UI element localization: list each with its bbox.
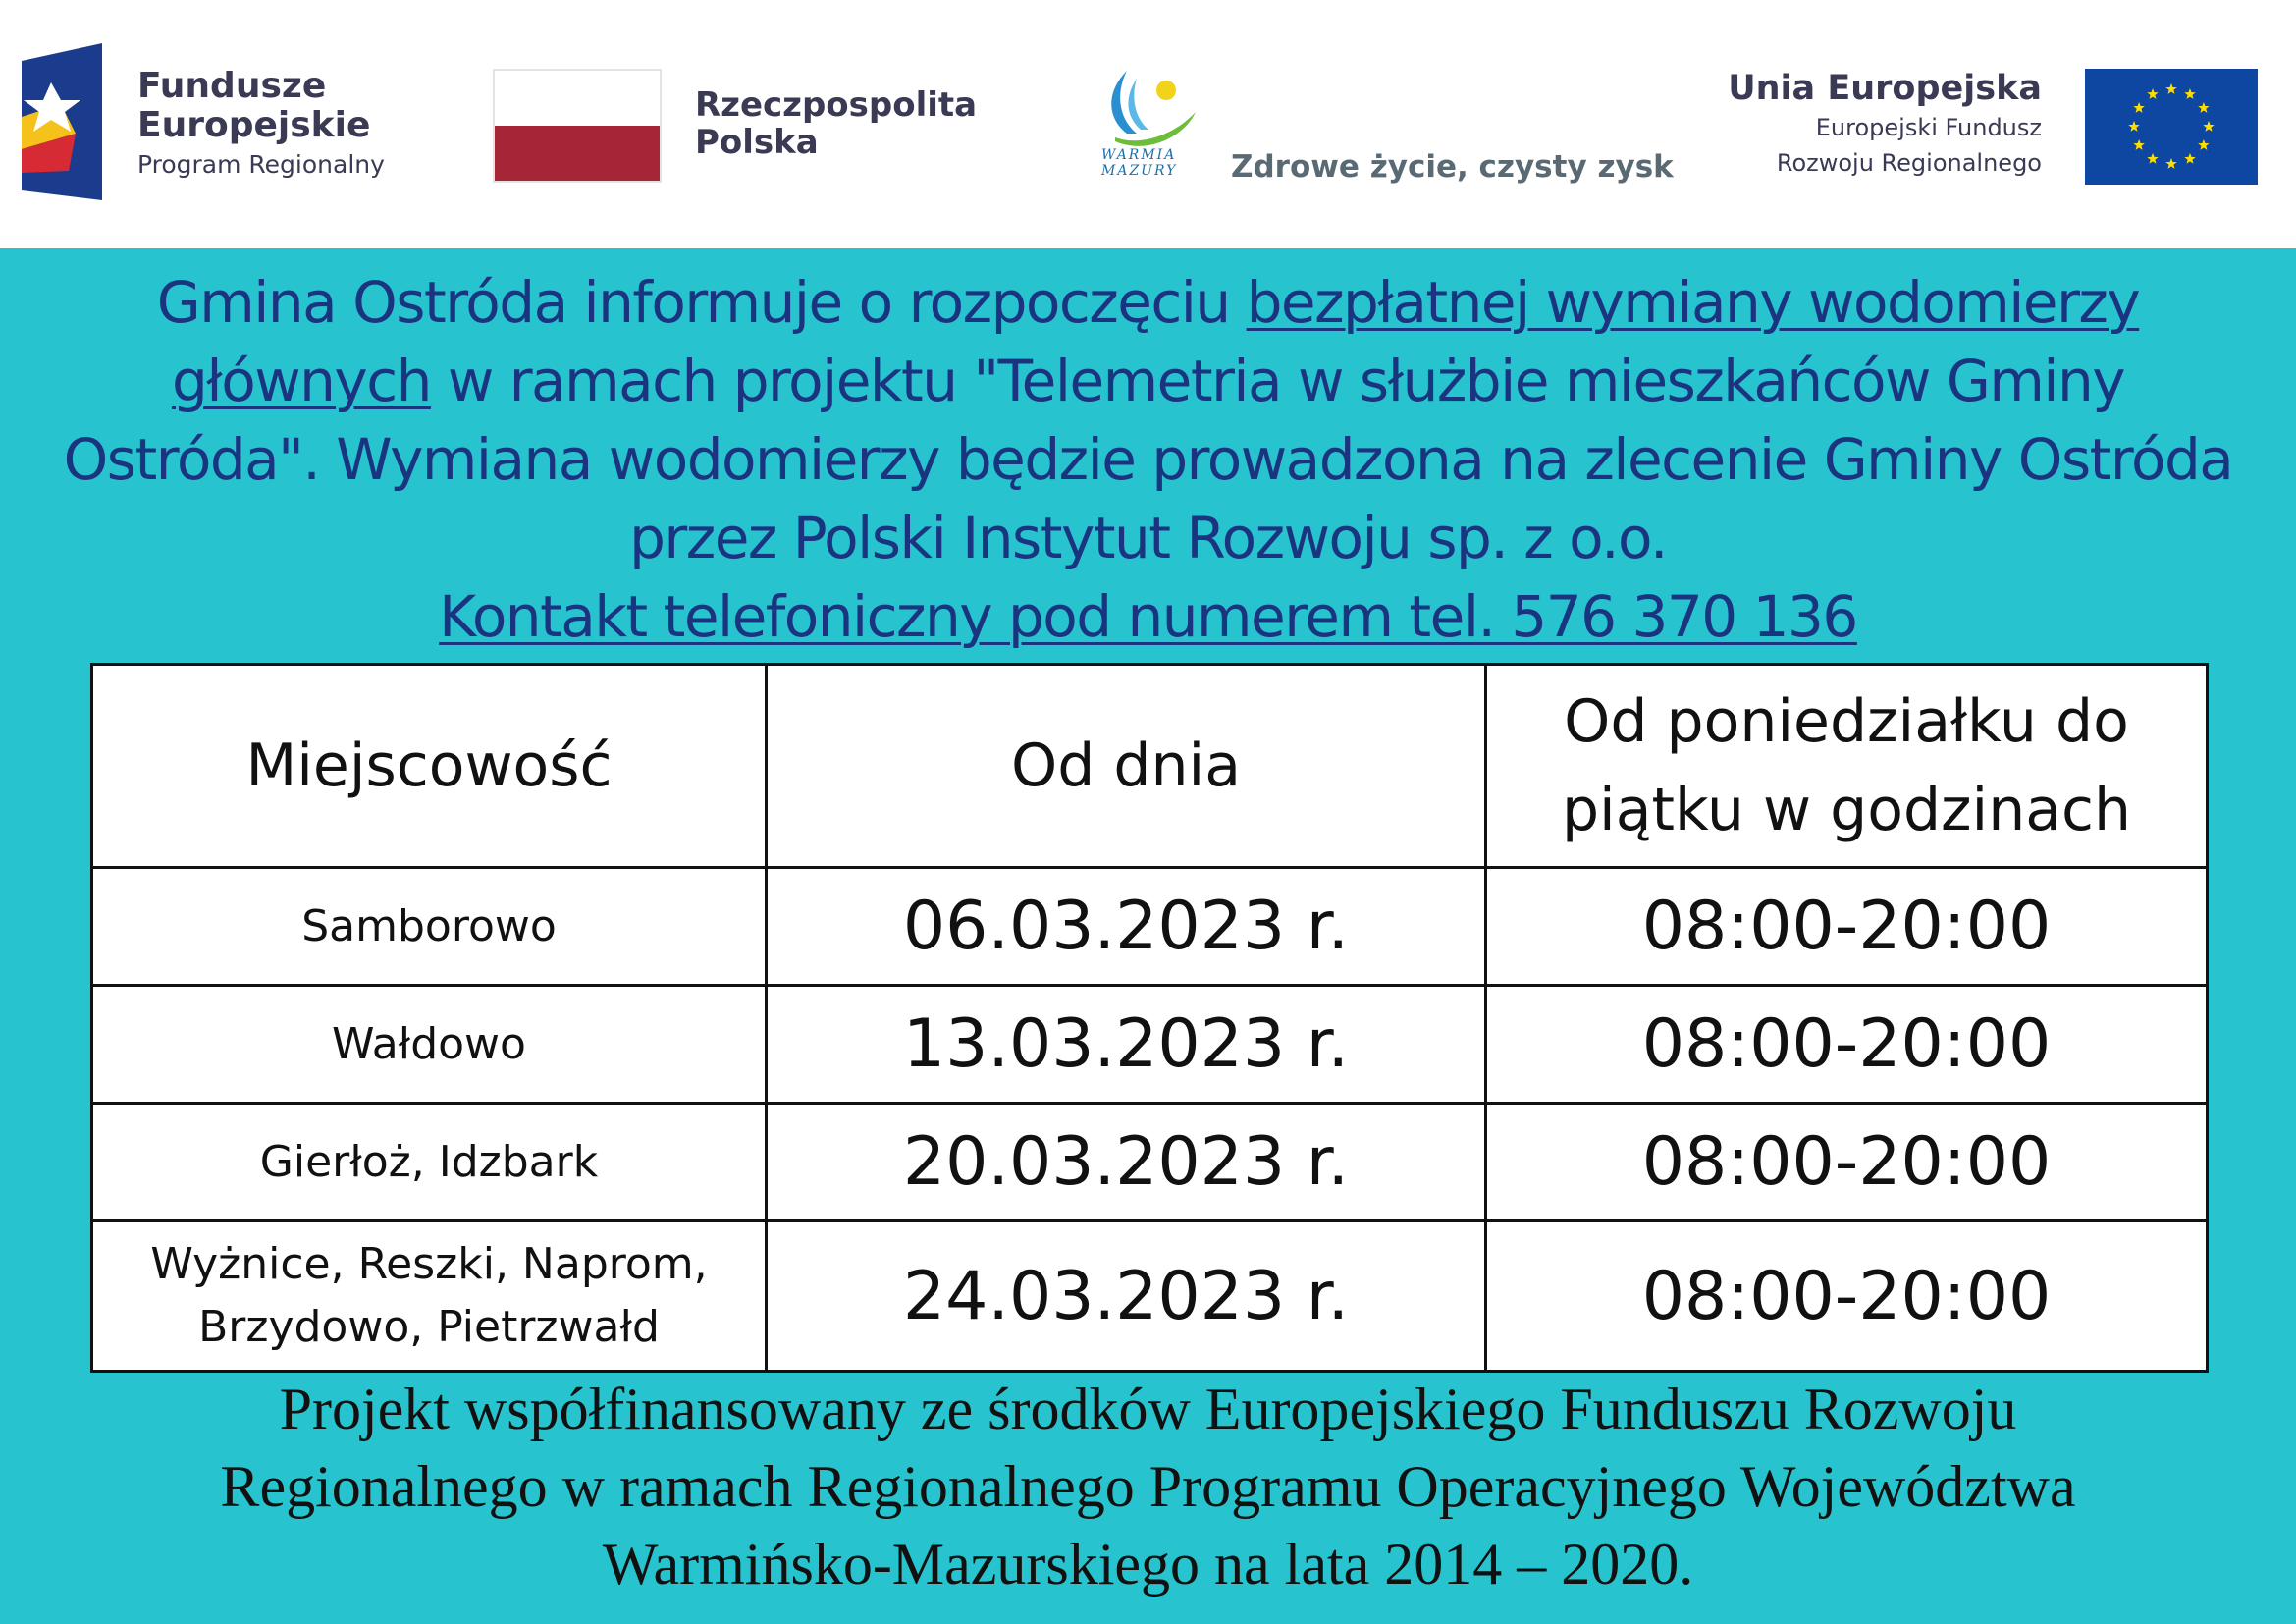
headline [39, 263, 2257, 656]
cell-from-date: 06.03.2023 r. [767, 868, 1486, 986]
cell-from-date: 20.03.2023 r. [767, 1104, 1486, 1221]
funding-footer [39, 1371, 2257, 1603]
fundusze-europejskie-logo [22, 43, 395, 200]
warmia-mazury-mark-text [1101, 147, 1177, 179]
eu-star-icon [2147, 153, 2158, 164]
unia-europejska-text [1728, 67, 2042, 181]
cell-hours: 08:00-20:00 [1486, 986, 2208, 1104]
cell-place [92, 1221, 767, 1372]
fe-line-3: Program Regionalny [137, 150, 385, 179]
rzeczpospolita-polska-logo [493, 69, 1003, 187]
rp-line-2: Polska [695, 123, 819, 162]
rp-line-1: Rzeczpospolita [695, 85, 978, 125]
cell-place: Samborowo [92, 868, 767, 986]
headline-part-3: w ramach projektu "Telemetria w służbie mieszkańców Gminy Ostróda". Wymiana wodomierzy będzie prowadzona na zlecenie Gminy Ostróda przez Polski Instytut Rozwoju sp. z o.o. [63, 348, 2233, 571]
footer-line-2: Regionalnego w ramach Regionalnego Programu Operacyjnego Województwa [220, 1454, 2076, 1519]
header-hours-line-1: Od poniedziałku do [1564, 687, 2129, 756]
cell-place-line-1: Wyżnice, Reszki, Naprom, [150, 1239, 708, 1289]
header-from-date: Od dnia [767, 665, 1486, 868]
headline-part-1: Gmina Ostróda informuje o rozpoczęciu [156, 269, 1247, 336]
eu-star-icon [2165, 83, 2176, 94]
table-row [92, 1104, 2208, 1221]
ue-title: Unia Europejska [1728, 69, 2042, 108]
unia-europejska-logo [1728, 67, 2258, 189]
header-hours-line-2: piątku w godzinach [1561, 776, 2132, 844]
eu-star-icon [2203, 121, 2214, 132]
cell-hours: 08:00-20:00 [1486, 1221, 2208, 1372]
cell-place-line-2: Brzydowo, Pietrzwałd [198, 1302, 660, 1352]
table-row [92, 986, 2208, 1104]
footer-line-1: Projekt współfinansowany ze środków Europejskiego Funduszu Rozwoju [279, 1377, 2017, 1441]
cell-hours: 08:00-20:00 [1486, 868, 2208, 986]
eu-star-icon [2147, 88, 2158, 99]
cell-place: Wałdowo [92, 986, 767, 1104]
cell-place: Gierłoż, Idzbark [92, 1104, 767, 1221]
eu-star-icon [2184, 88, 2195, 99]
table-row [92, 868, 2208, 986]
fe-line-2: Europejskie [137, 105, 371, 145]
cell-from-date: 13.03.2023 r. [767, 986, 1486, 1104]
rzeczpospolita-polska-text [695, 86, 977, 161]
warmia-mazury-slogan: Zdrowe życie, czysty zysk [1231, 149, 1674, 185]
schedule-table [90, 663, 2209, 1373]
wm-mark-line-2: MAZURY [1101, 163, 1178, 179]
eu-star-icon [2165, 158, 2176, 169]
eu-stars-icon [2085, 69, 2258, 185]
ue-line-3: Rozwoju Regionalnego [1776, 149, 2042, 177]
fundusze-europejskie-text [137, 67, 385, 185]
warmia-mazury-sail-icon [1097, 65, 1205, 153]
fe-line-1: Fundusze [137, 66, 327, 106]
header-hours [1486, 665, 2208, 868]
footer-line-3: Warmińsko-Mazurskiego na lata 2014 – 2020. [602, 1532, 1694, 1597]
cell-hours: 08:00-20:00 [1486, 1104, 2208, 1221]
eu-star-icon [2133, 139, 2144, 150]
cell-from-date: 24.03.2023 r. [767, 1221, 1486, 1372]
eu-star-icon [2184, 153, 2195, 164]
warmia-mazury-logo [1092, 65, 1674, 192]
fundusze-europejskie-emblem-icon [22, 43, 110, 200]
table-header-row [92, 665, 2208, 868]
eu-star-icon [2128, 121, 2139, 132]
ue-line-2: Europejski Fundusz [1815, 114, 2042, 141]
header-place: Miejscowość [92, 665, 767, 868]
wm-mark-line-1: WARMIA [1101, 147, 1177, 163]
eu-star-icon [2133, 102, 2144, 113]
headline-contact: Kontakt telefoniczny pod numerem tel. 576 370 136 [439, 583, 1857, 650]
logo-bar [0, 0, 2296, 248]
headline-underlined-offer: bezpłatnej wymiany wodomierzy głównych [171, 269, 2140, 414]
eu-star-icon [2198, 139, 2209, 150]
eu-star-icon [2198, 102, 2209, 113]
eu-flag-icon [2085, 69, 2258, 185]
table-row [92, 1221, 2208, 1372]
polish-flag-icon [493, 69, 662, 183]
